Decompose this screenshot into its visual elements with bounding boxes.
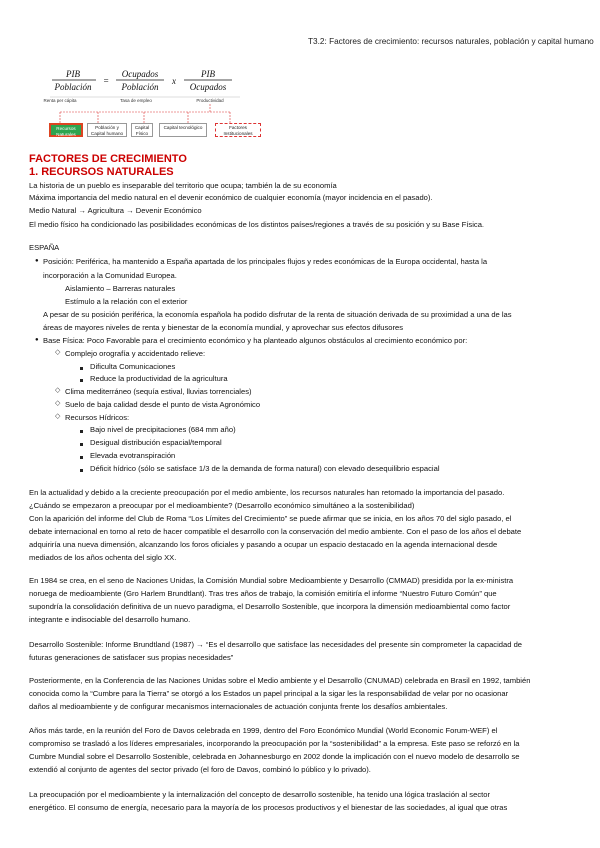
- formula-mid-num: Ocupados: [121, 69, 159, 79]
- text-line: Máxima importancia del medio natural en el devenir económico de cualquier economía (mayor incidencia en el pasado).: [29, 193, 433, 202]
- text-line: Dificulta Comunicaciones: [90, 362, 176, 371]
- text-line: adquiriría una nueva dimensión, alcanzando los foros oficiales y pasando a ocupar un espacio destacado en la agenda internacional desde: [29, 540, 498, 549]
- factor-box-capital-tecnologico: Capital tecnológico: [159, 123, 207, 137]
- factor-box-recursos: Recursos Naturales: [49, 123, 83, 137]
- text-line: Clima mediterráneo (sequía estival, lluvias torrenciales): [65, 387, 252, 396]
- text-line: Desarrollo Sostenible: Informe Brundtland (1987) → “Es el desarrollo que satisface las necesidades del presente sin comprometer la capacidad de: [29, 640, 523, 649]
- text-line: Con la aparición del informe del Club de Roma “Los Límites del Crecimiento” se puede afirmar que se inicia, en los años 70 del siglo pasado, el: [29, 514, 512, 523]
- text-line: Suelo de baja calidad desde el punto de vista Agronómico: [65, 400, 261, 409]
- diamond-bullet-icon: ◇: [55, 400, 61, 407]
- text-line: Complejo orografía y accidentado relieve:: [65, 349, 206, 358]
- section-title: FACTORES DE CRECIMIENTO: [29, 153, 187, 165]
- text-line: futuras generaciones de satisfacer sus propias necesidades”: [29, 653, 234, 662]
- diamond-bullet-icon: ◇: [55, 349, 61, 356]
- square-bullet-icon: [80, 379, 83, 382]
- text-line: Aislamiento – Barreras naturales: [65, 284, 176, 293]
- text-line: integrante e indisociable del desarrollo humano.: [29, 615, 191, 624]
- square-bullet-icon: [80, 456, 83, 459]
- factor-box-capital-fisico: Capital Físico: [131, 123, 153, 137]
- text-line: La preocupación por el medioambiente y la internalización del concepto de desarrollo sostenible, ha tenido una lógica traslación al sector: [29, 790, 490, 799]
- factor-box-institucionales: Factores Institucionales: [215, 123, 261, 137]
- text-line: Posición: Periférica, ha mantenido a España apartada de los principales flujos y redes económicas de la Europa occidental, hasta la: [43, 257, 488, 266]
- formula-label-3: Productividad: [196, 98, 224, 103]
- diamond-bullet-icon: ◇: [55, 413, 61, 420]
- formula-lhs-num: PIB: [66, 69, 80, 79]
- text-line: Desigual distribución espacial/temporal: [90, 438, 222, 447]
- section-subtitle: 1. RECURSOS NATURALES: [29, 166, 174, 178]
- text-line: Estímulo a la relación con el exterior: [65, 297, 188, 306]
- factor-box-poblacion: Población y Capital humano: [87, 123, 127, 137]
- subheading-espana: ESPAÑA: [29, 243, 60, 252]
- factor-boxes: [49, 123, 289, 139]
- bullet-icon: ●: [35, 337, 39, 343]
- page-header: T3.2: Factores de crecimiento: recursos naturales, población y capital humano: [308, 36, 594, 46]
- text-line: daños al medioambiente y de configurar mecanismos internacionales de actuación conjunta frente los desafíos ambientales.: [29, 702, 448, 711]
- text-line: áreas de mayores niveles de renta y bienestar de la economía mundial, y aprovechar sus efectos difusores: [43, 323, 404, 332]
- text-line: extendió al conjunto de agentes del sector privado (el foro de Davos, combinó lo público y lo privado).: [29, 765, 371, 774]
- text-line: En 1984 se crea, en el seno de Naciones Unidas, la Comisión Mundial sobre Medioambiente y Desarrollo (CMMAD) presidida por la ex-ministra: [29, 576, 514, 585]
- text-line: ¿Cuándo se empezaron a preocupar por el medioambiente? (Desarrollo económico simultáneo a la sostenibilidad): [29, 501, 415, 510]
- text-line: Medio Natural → Agricultura → Devenir Económico: [29, 206, 202, 215]
- formula-eq: =: [102, 76, 110, 86]
- formula-diagram: [40, 44, 270, 124]
- text-line: Años más tarde, en la reunión del Foro de Davos celebrada en 1999, dentro del Foro Económico Mundial (World Economic Forum-WEF) el: [29, 726, 498, 735]
- square-bullet-icon: [80, 430, 83, 433]
- text-line: La historia de un pueblo es inseparable del territorio que ocupa; también la de su economía: [29, 181, 337, 190]
- text-line: Recursos Hídricos:: [65, 413, 130, 422]
- square-bullet-icon: [80, 367, 83, 370]
- formula-label-2: Tasa de empleo: [120, 98, 152, 103]
- text-line: Reduce la productividad de la agricultura: [90, 374, 228, 383]
- bullet-icon: ●: [35, 258, 39, 264]
- formula-times: x: [172, 76, 176, 86]
- text-line: Base Física: Poco Favorable para el crecimiento económico y ha planteado algunos obstáculos al crecimiento económico por:: [43, 336, 468, 345]
- text-line: debate internacional en torno al reto de hacer compatible el desarrollo con la conservación del medio ambiente. Con el paso de los años el debate: [29, 527, 522, 536]
- text-line: A pesar de su posición periférica, la economía española ha podido disfrutar de la renta de situación derivada de su proximidad a una de las: [43, 310, 512, 319]
- text-line: energético. El consumo de energía, necesario para la mayoría de los procesos productivos y el bienestar de las sociedades, al igual que otras: [29, 803, 508, 812]
- text-line: incorporación a la Comunidad Europea.: [43, 271, 177, 280]
- text-line: mediados de los años ochenta del siglo XX.: [29, 553, 177, 562]
- text-line: En la actualidad y debido a la creciente preocupación por el medio ambiente, los recursos naturales han retomado la importancia del pasado.: [29, 488, 505, 497]
- text-line: compromiso se trasladó a los líderes empresariales, incorporando la preocupación por la “sostenibilidad” a la empresa. Este paso se reforzó en la: [29, 739, 520, 748]
- formula-rhs-den: Ocupados: [189, 82, 227, 92]
- text-line: Elevada evotranspiración: [90, 451, 176, 460]
- text-line: noruega de medioambiente (Gro Harlem Brundtlant). Tras tres años de trabajo, la comisión emitiría el informe “Nuestro Futuro Común” que: [29, 589, 497, 598]
- text-line: Posteriormente, en la Conferencia de las Naciones Unidas sobre el Medio ambiente y el Desarrollo (CNUMAD) celebrada en Brasil en 1992, también: [29, 676, 531, 685]
- square-bullet-icon: [80, 443, 83, 446]
- formula-rhs-num: PIB: [201, 69, 215, 79]
- formula-mid-den: Población: [121, 82, 159, 92]
- text-line: El medio físico ha condicionado las posibilidades económicas de los distintos países/regiones a través de su posición y su Base Física.: [29, 220, 485, 229]
- square-bullet-icon: [80, 469, 83, 472]
- formula-lhs-den: Población: [54, 82, 92, 92]
- text-line: supondría la consolidación definitiva de un nuevo paradigma, el Desarrollo Sostenible, que incorpora la dimensión medioambiental como factor: [29, 602, 511, 611]
- diamond-bullet-icon: ◇: [55, 387, 61, 394]
- text-line: Cumbre Mundial sobre el Desarrollo Sostenible, celebrada en Johannesburgo en 2002 donde la implicación con el nuevo modelo de desarrollo se: [29, 752, 520, 761]
- text-line: conocida como la “Cumbre para la Tierra” se otorgó a los Estados un papel principal a la sigar les la responsabilidad de velar por no ocasionar: [29, 689, 509, 698]
- text-line: Bajo nivel de precipitaciones (684 mm año): [90, 425, 236, 434]
- formula-label-1: Renta per cápita: [43, 98, 77, 103]
- text-line: Déficit hídrico (sólo se satisface 1/3 de la demanda de forma natural) con elevado desequilibrio espacial: [90, 464, 440, 473]
